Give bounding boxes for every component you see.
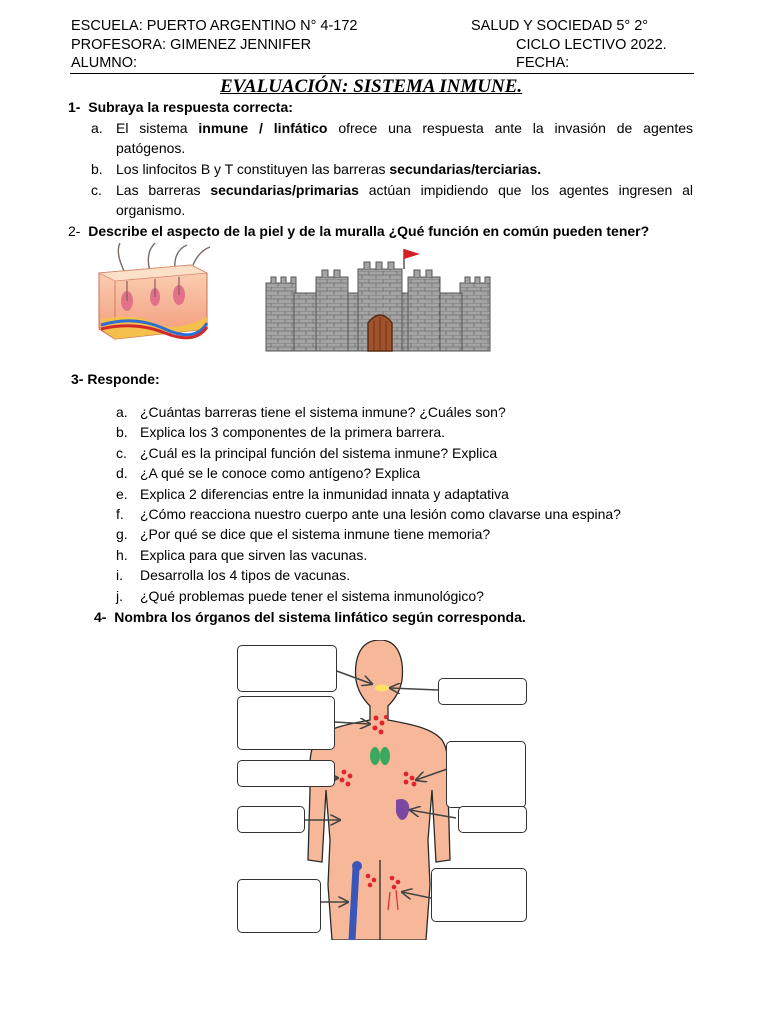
organ-answer-box-9[interactable] xyxy=(237,879,321,933)
q3-list xyxy=(116,402,696,606)
item-text: Los linfocitos B y T constituyen las barreras secundarias/terciarias. xyxy=(116,161,542,177)
q1-item-a xyxy=(91,118,693,158)
list-item: g. ¿Por qué se dice que el sistema inmune tiene memoria? xyxy=(116,526,491,543)
list-item: j. ¿Qué problemas puede tener el sistema inmunológico? xyxy=(116,587,484,604)
organ-answer-box-1[interactable] xyxy=(237,645,337,692)
item-letter: b. xyxy=(91,161,103,177)
list-item: a. ¿Cuántas barreras tiene el sistema inmune? ¿Cuáles son? xyxy=(116,404,506,420)
question-2 xyxy=(68,222,649,240)
list-item: i. Desarrolla los 4 tipos de vacunas. xyxy=(116,567,351,584)
question-1-prompt: Subraya la respuesta correcta: xyxy=(88,99,293,115)
question-3 xyxy=(71,370,160,388)
question-1 xyxy=(68,98,293,116)
q1-item-b xyxy=(91,159,693,179)
question-4-prompt: Nombra los órganos del sistema linfático según corresponda. xyxy=(114,609,526,625)
school-year: CICLO LECTIVO 2022. xyxy=(516,37,667,53)
organ-answer-box-4[interactable] xyxy=(446,741,526,808)
list-item: h. Explica para que sirven las vacunas. xyxy=(116,546,368,563)
bone-marrow-marker xyxy=(352,868,356,940)
list-item: b. Explica los 3 componentes de la primera barrera. xyxy=(116,424,446,441)
question-3-number: 3- xyxy=(71,371,84,387)
answer-options: secundarias/primarias xyxy=(210,182,359,198)
answer-options: secundarias/terciarias. xyxy=(389,161,542,177)
list-item: f. ¿Cómo reacciona nuestro cuerpo ante una lesión como clavarse una espina? xyxy=(116,505,621,522)
question-4 xyxy=(94,608,526,626)
organ-answer-box-8[interactable] xyxy=(431,868,527,922)
organ-answer-box-5[interactable] xyxy=(237,760,335,787)
teacher-name: PROFESORA: GIMENEZ JENNIFER xyxy=(71,37,312,53)
question-3-prompt: Responde: xyxy=(87,371,160,387)
answer-options: inmune / linfático xyxy=(198,120,328,136)
page-title: EVALUACIÓN: SISTEMA INMUNE. xyxy=(220,76,523,97)
question-1-number: 1- xyxy=(68,99,81,115)
skin-cross-section-image xyxy=(95,243,215,345)
question-2-prompt: Describe el aspecto de la piel y de la muralla ¿Qué función en común pueden tener? xyxy=(88,223,650,239)
item-letter: a. xyxy=(91,120,103,136)
header-rule xyxy=(70,73,694,74)
item-text-continued: patógenos. xyxy=(116,140,186,156)
student-field: ALUMNO: xyxy=(71,55,138,71)
item-text: El sistema inmune / linfático ofrece una respuesta ante la invasión de agentes xyxy=(116,120,693,136)
organ-answer-box-7[interactable] xyxy=(458,806,527,833)
list-item: d. ¿A qué se le conoce como antígeno? Explica xyxy=(116,465,421,482)
item-text-continued: organismo. xyxy=(116,202,186,218)
list-item: e. Explica 2 diferencias entre la inmunidad innata y adaptativa xyxy=(116,485,509,502)
subject-course: SALUD Y SOCIEDAD 5° 2° xyxy=(471,18,649,34)
school-name: ESCUELA: PUERTO ARGENTINO N° 4-172 xyxy=(71,18,358,34)
date-field: FECHA: xyxy=(516,55,570,71)
question-2-number: 2- xyxy=(68,223,81,239)
item-letter: c. xyxy=(91,182,102,198)
tonsils-marker xyxy=(375,685,389,692)
organ-answer-box-2[interactable] xyxy=(438,678,527,705)
castle-wall-image xyxy=(264,247,494,353)
q1-item-c xyxy=(91,180,693,220)
list-item: c. ¿Cuál es la principal función del sistema inmune? Explica xyxy=(116,444,498,461)
question-4-number: 4- xyxy=(94,609,107,625)
organ-answer-box-3[interactable] xyxy=(237,696,335,750)
item-text: Las barreras secundarias/primarias actúan impidiendo que los agentes ingresen al xyxy=(116,182,693,198)
organ-answer-box-6[interactable] xyxy=(237,806,305,833)
